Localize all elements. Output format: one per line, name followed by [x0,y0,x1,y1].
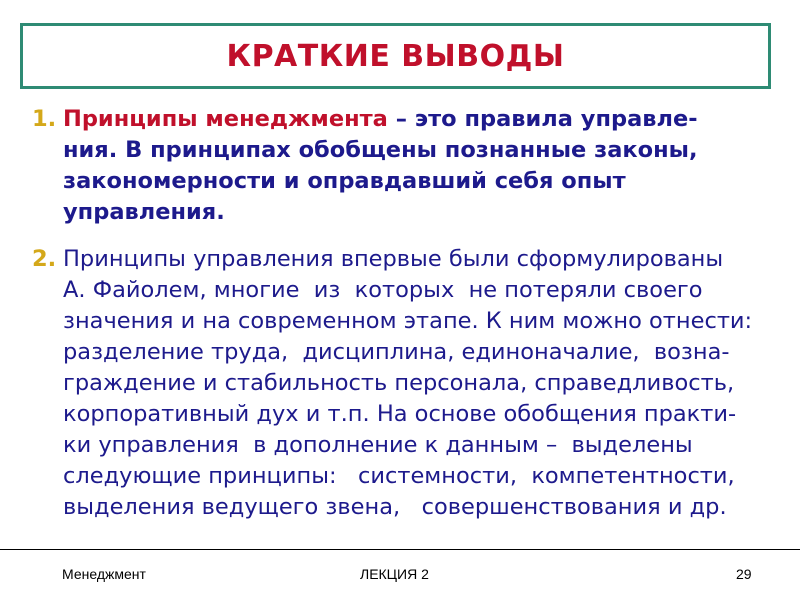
point-line: разделение труда, дисциплина, единоначалие, возна- [63,339,730,365]
footer-lecture-label: ЛЕКЦИЯ 2 [360,566,429,582]
point-number: 1. [32,106,57,132]
point-line: корпоративный дух и т.п. На основе обобщения практи- [63,401,737,427]
point-line: закономерности и оправдавший себя опыт [63,168,626,194]
summary-point-2 [24,244,794,523]
footer-course-name: Менеджмент [62,566,146,582]
point-line-text: – это правила управле- [387,106,698,132]
point-line: А. Файолем, многие из которых не потеряли своего [63,277,703,303]
point-term: Принципы менеджмента [63,106,388,132]
slide-content [24,104,794,523]
slide-title: КРАТКИЕ ВЫВОДЫ [226,38,565,74]
point-line: граждение и стабильность персонала, справедливость, [63,370,735,396]
point-line: следующие принципы: системности, компетентности, [63,463,735,489]
point-line: управления. [63,199,225,225]
title-box [20,23,771,89]
point-line: значения и на современном этапе. К ним можно отнести: [63,308,753,334]
point-line: Принципы управления впервые были сформулированы [63,246,724,272]
point-line: ния. В принципах обобщены познанные законы, [63,137,698,163]
point-number: 2. [32,246,57,272]
summary-point-1 [24,104,794,228]
point-line: выделения ведущего звена, совершенствования и др. [63,494,727,520]
footer-page-number: 29 [736,566,752,582]
point-line: ки управления в дополнение к данным – выделены [63,432,693,458]
point-line [63,104,794,135]
footer-divider [0,549,800,550]
